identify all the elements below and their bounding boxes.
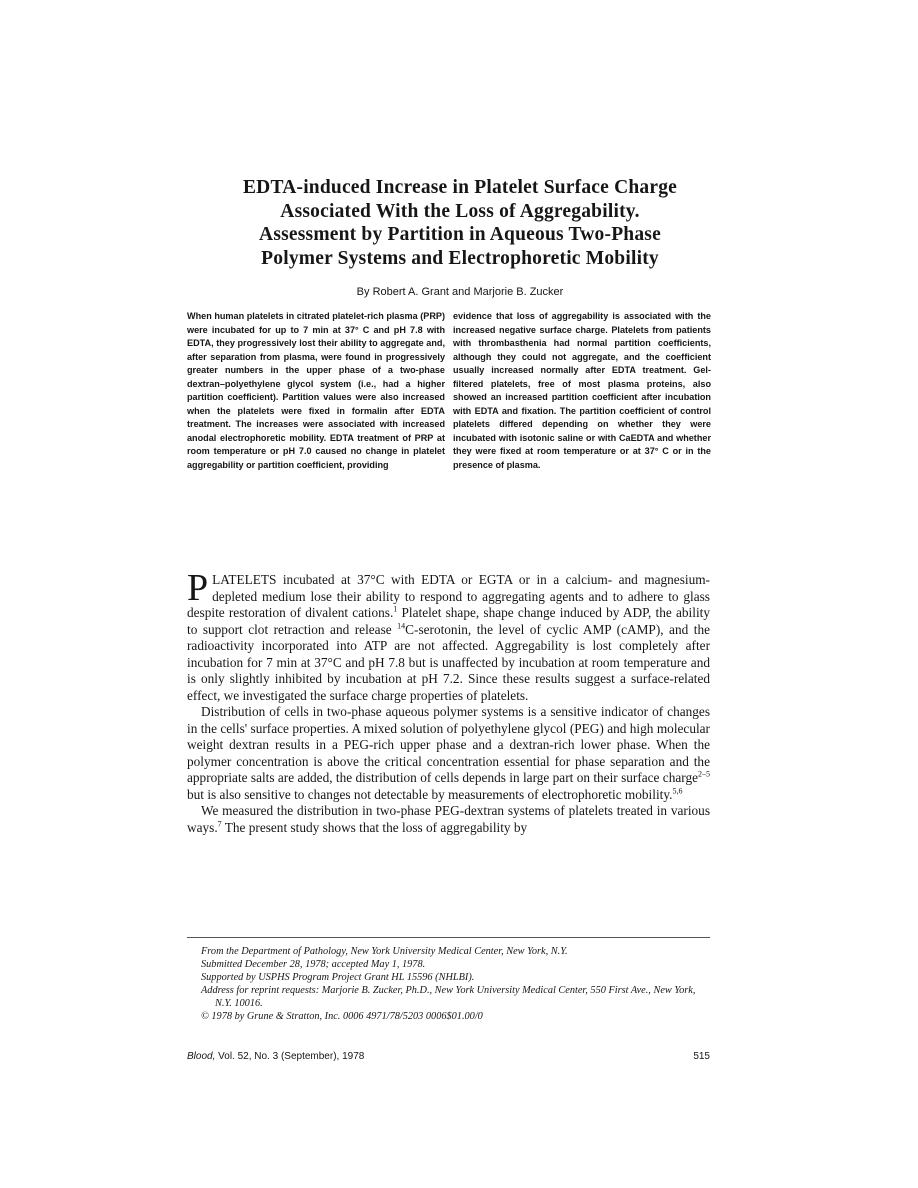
page-number: 515 — [693, 1051, 710, 1062]
reference-marker: 2–5 — [698, 769, 710, 779]
footnote-affiliation: From the Department of Pathology, New York University Medical Center, New York, N.Y. — [201, 946, 568, 957]
reference-marker: 5,6 — [672, 786, 683, 796]
footnote-address: Address for reprint requests: Marjorie B. Zucker, Ph.D., New York University Medical Center, 550 First Ave., New York, N.Y. 10016. — [201, 984, 696, 1009]
title-line: EDTA-induced Increase in Platelet Surface Charge — [242, 177, 678, 198]
title-line: Associated With the Loss of Aggregability. — [280, 200, 640, 222]
footnotes — [187, 946, 710, 1023]
page-footer — [187, 1051, 710, 1063]
drop-cap: P — [187, 567, 209, 609]
footnote-dates: Submitted December 28, 1978; accepted May 1, 1978. — [201, 958, 426, 970]
footnote-funding: Supported by USPHS Program Project Grant HL 15596 (NHLBI). — [201, 971, 475, 983]
article-title — [140, 176, 780, 270]
abstract-right-column: evidence that loss of aggregability is associated with the increased negative surface charge. Platelets from patients with thrombasthenia had normal partition coefficients, although they could not aggregate, and the coefficient usually increased normally after EDTA treatment. Gel-filtered platelets, free of most plasma proteins, also showed an increased partition coefficient after incubation with EDTA and fixation. The partition coefficient of control platelets differed depending on whether they were incubated with isotonic saline or with CaEDTA and whether they were fixed at room temperature or at 37° C or in the presence of plasma. — [453, 311, 711, 471]
body-paragraph: PLATELETS incubated at 37°C with EDTA or EGTA or in a calcium- and magnesium-depleted medium lose their ability to respond to aggregating agents and to adhere to glass despite restoration of divalent cations.$^1$ Platelet shape, shape change induced by ADP, the ability to support clot retraction and release $^{14}$C-serotonin, the level of cyclic AMP (cAMP), and the radioactivity incorporated into ATP are not affected. Aggregability is lost completely after incubation for 7 min at 37°C and pH 7.8 but is unaffected by incubation at room temperature and is only slightly inhibited by incubation at pH 7.2. Since these results suggest a surface-related effect, we investigated the surface charge properties of platelets. — [187, 567, 710, 703]
footnote-copyright: © 1978 by Grune & Stratton, Inc. 0006 4971/78/5203 0006$01.00/0 — [201, 1010, 483, 1022]
body-paragraph: Distribution of cells in two-phase aqueous polymer systems is a sensitive indicator of changes in the cells' surface properties. A mixed solution of polyethylene glycol (PEG) and high molecular weight dextran results in a PEG-rich upper phase and a dextran-rich lower phase. When the polymer concentration is above the critical concentration essential for phase separation and the appropriate salts are added, the distribution of cells depends in large part on their surface charge$^{2-5}$ but is also sensitive to changes not detectable by measurements of electrophoretic mobility.$^{5,6}$ — [187, 704, 710, 802]
author-byline: By Robert A. Grant and Marjorie B. Zucker — [356, 286, 564, 298]
isotope-superscript: 14 — [397, 621, 406, 631]
abstract-left-column: When human platelets in citrated platelet-rich plasma (PRP) were incubated for up to 7 min at 37° C and pH 7.8 with EDTA, they progressively lost their ability to aggregate and, after separation from plasma, were found in progressively greater numbers in the upper phase of a two-phase dextran–polyethylene glycol system (i.e., had a higher partition coefficient). Partition values were also increased when the platelets were fixed in formalin after EDTA treatment. The increases were associated with increased anodal electrophoretic mobility. EDTA treatment of PRP at room temperature or pH 7.0 caused no change in platelet aggregability or partition coefficient, providing — [187, 311, 445, 471]
reference-marker: 7 — [217, 819, 222, 829]
journal-name: Blood, — [187, 1051, 216, 1062]
journal-citation: Vol. 52, No. 3 (September), 1978 — [215, 1051, 365, 1062]
body-paragraph: We measured the distribution in two-phase PEG-dextran systems of platelets treated in various ways.$^7$ The present study shows that the loss of aggregability by — [187, 803, 710, 835]
footnote-divider — [187, 937, 710, 938]
reference-marker: 1 — [393, 604, 398, 614]
title-line: Assessment by Partition in Aqueous Two-Phase — [259, 224, 661, 245]
article-body — [187, 567, 710, 836]
title-line: Polymer Systems and Electrophoretic Mobility — [261, 247, 659, 269]
